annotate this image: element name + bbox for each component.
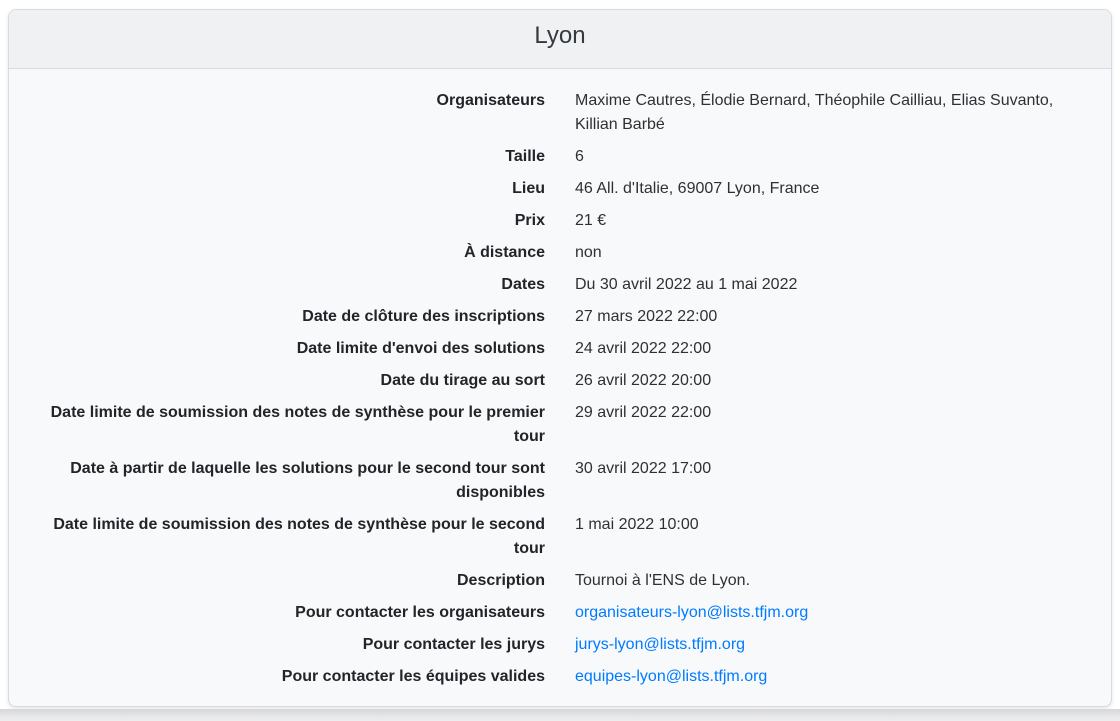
field-value-date-limite-envoi-solutions: 24 avril 2022 22:00 [575, 340, 712, 357]
field-label-contact-equipes-valides: Pour contacter les équipes valides [281, 668, 545, 685]
field-label-date-limite-notes-second-tour: Date limite de soumission des notes de synthèse pour le second tour [53, 516, 545, 557]
row-contact-equipes-valides [29, 665, 1091, 689]
email-organisateurs-link[interactable]: organisateurs-lyon@lists.tfjm.org [575, 604, 809, 621]
field-value-date-limite-notes-premier-tour: 29 avril 2022 22:00 [575, 404, 712, 421]
row-date-solutions-second-tour-disponibles [29, 457, 1091, 505]
field-value-dates: Du 30 avril 2022 au 1 mai 2022 [575, 276, 798, 293]
field-value-prix: 21 € [575, 212, 607, 229]
card-body [9, 69, 1111, 706]
email-equipes-link[interactable]: equipes-lyon@lists.tfjm.org [575, 668, 768, 685]
field-value-a-distance: non [575, 244, 602, 261]
field-value-taille: 6 [575, 148, 584, 165]
row-date-limite-envoi-solutions [29, 337, 1091, 361]
row-a-distance [29, 241, 1091, 265]
row-organisateurs [29, 89, 1091, 137]
row-prix [29, 209, 1091, 233]
field-label-date-limite-notes-premier-tour: Date limite de soumission des notes de synthèse pour le premier tour [50, 404, 545, 445]
field-label-contact-jurys: Pour contacter les jurys [362, 636, 545, 653]
row-taille [29, 145, 1091, 169]
field-label-prix: Prix [514, 212, 545, 229]
row-lieu [29, 177, 1091, 201]
field-label-dates: Dates [501, 276, 545, 293]
field-value-organisateurs: Maxime Cautres, Élodie Bernard, Théophile Cailliau, Elias Suvanto, Killian Barbé [575, 92, 1054, 133]
field-value-date-tirage-au-sort: 26 avril 2022 20:00 [575, 372, 712, 389]
field-label-date-cloture-inscriptions: Date de clôture des inscriptions [302, 308, 545, 325]
field-label-date-solutions-second-tour-disponibles: Date à partir de laquelle les solutions pour le second tour sont disponibles [70, 460, 545, 501]
field-label-taille: Taille [505, 148, 545, 165]
row-dates [29, 273, 1091, 297]
tournament-card [8, 9, 1112, 707]
card-header [9, 10, 1111, 69]
row-date-cloture-inscriptions [29, 305, 1091, 329]
row-date-limite-notes-second-tour [29, 513, 1091, 561]
page-title: Lyon [534, 22, 586, 49]
field-label-organisateurs: Organisateurs [436, 92, 545, 109]
field-value-contact-jurys [560, 633, 1091, 657]
row-description [29, 569, 1091, 593]
page-footer [0, 709, 1120, 721]
field-value-date-cloture-inscriptions: 27 mars 2022 22:00 [575, 308, 718, 325]
field-value-contact-organisateurs [560, 601, 1091, 625]
field-value-date-solutions-second-tour-disponibles: 30 avril 2022 17:00 [575, 460, 712, 477]
row-date-limite-notes-premier-tour [29, 401, 1091, 449]
field-value-description: Tournoi à l'ENS de Lyon. [575, 572, 751, 589]
field-value-lieu: 46 All. d'Italie, 69007 Lyon, France [575, 180, 820, 197]
field-label-description: Description [456, 572, 545, 589]
field-value-date-limite-notes-second-tour: 1 mai 2022 10:00 [575, 516, 699, 533]
field-label-lieu: Lieu [512, 180, 545, 197]
field-value-contact-equipes-valides [560, 665, 1091, 689]
field-label-a-distance: À distance [464, 244, 545, 261]
email-jurys-link[interactable]: jurys-lyon@lists.tfjm.org [575, 636, 746, 653]
field-label-date-tirage-au-sort: Date du tirage au sort [380, 372, 545, 389]
row-contact-jurys [29, 633, 1091, 657]
row-contact-organisateurs [29, 601, 1091, 625]
field-label-date-limite-envoi-solutions: Date limite d'envoi des solutions [296, 340, 545, 357]
field-label-contact-organisateurs: Pour contacter les organisateurs [295, 604, 545, 621]
row-date-tirage-au-sort [29, 369, 1091, 393]
